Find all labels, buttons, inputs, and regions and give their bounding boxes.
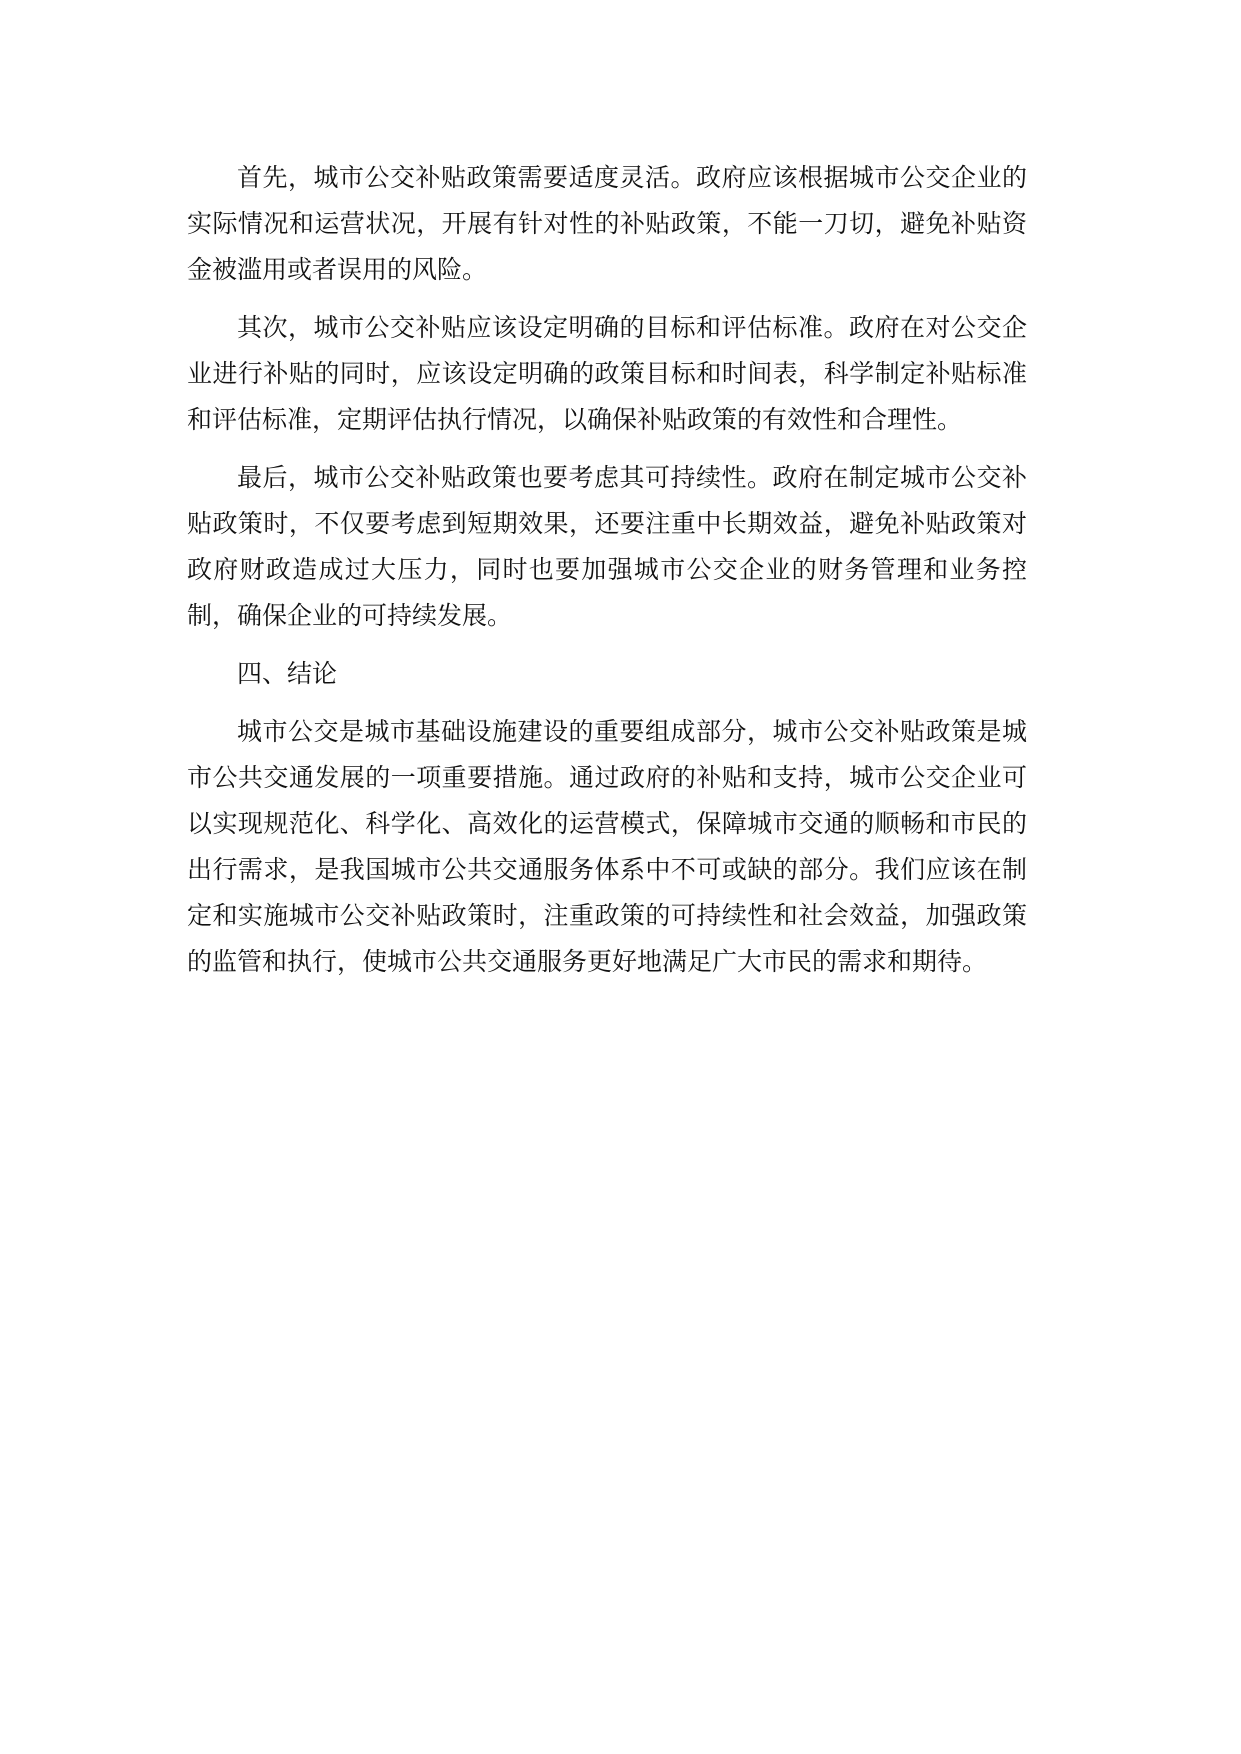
- paragraph-targets-evaluation: 其次，城市公交补贴应该设定明确的目标和评估标准。政府在对公交企业进行补贴的同时，应该设定明确的政策目标和时间表，科学制定补贴标准和评估标准，定期评估执行情况，以确保补贴政策的有效性和合理性。: [187, 313, 1027, 434]
- paragraph-sustainability: 最后，城市公交补贴政策也要考虑其可持续性。政府在制定城市公交补贴政策时，不仅要考虑到短期效果，还要注重中长期效益，避免补贴政策对政府财政造成过大压力，同时也要加强城市公交企业的财务管理和业务控制，确保企业的可持续发展。: [187, 463, 1027, 630]
- document-body: [187, 155, 1027, 997]
- paragraph-conclusion: 城市公交是城市基础设施建设的重要组成部分，城市公交补贴政策是城市公共交通发展的一项重要措施。通过政府的补贴和支持，城市公交企业可以实现规范化、科学化、高效化的运营模式，保障城市交通的顺畅和市民的出行需求，是我国城市公共交通服务体系中不可或缺的部分。我们应该在制定和实施城市公交补贴政策时，注重政策的可持续性和社会效益，加强政策的监管和执行，使城市公共交通服务更好地满足广大市民的需求和期待。: [187, 717, 1027, 976]
- paragraph-flexibility: 首先，城市公交补贴政策需要适度灵活。政府应该根据城市公交企业的实际情况和运营状况，开展有针对性的补贴政策，不能一刀切，避免补贴资金被滥用或者误用的风险。: [187, 163, 1027, 284]
- section-heading-conclusion: 四、结论: [237, 659, 338, 688]
